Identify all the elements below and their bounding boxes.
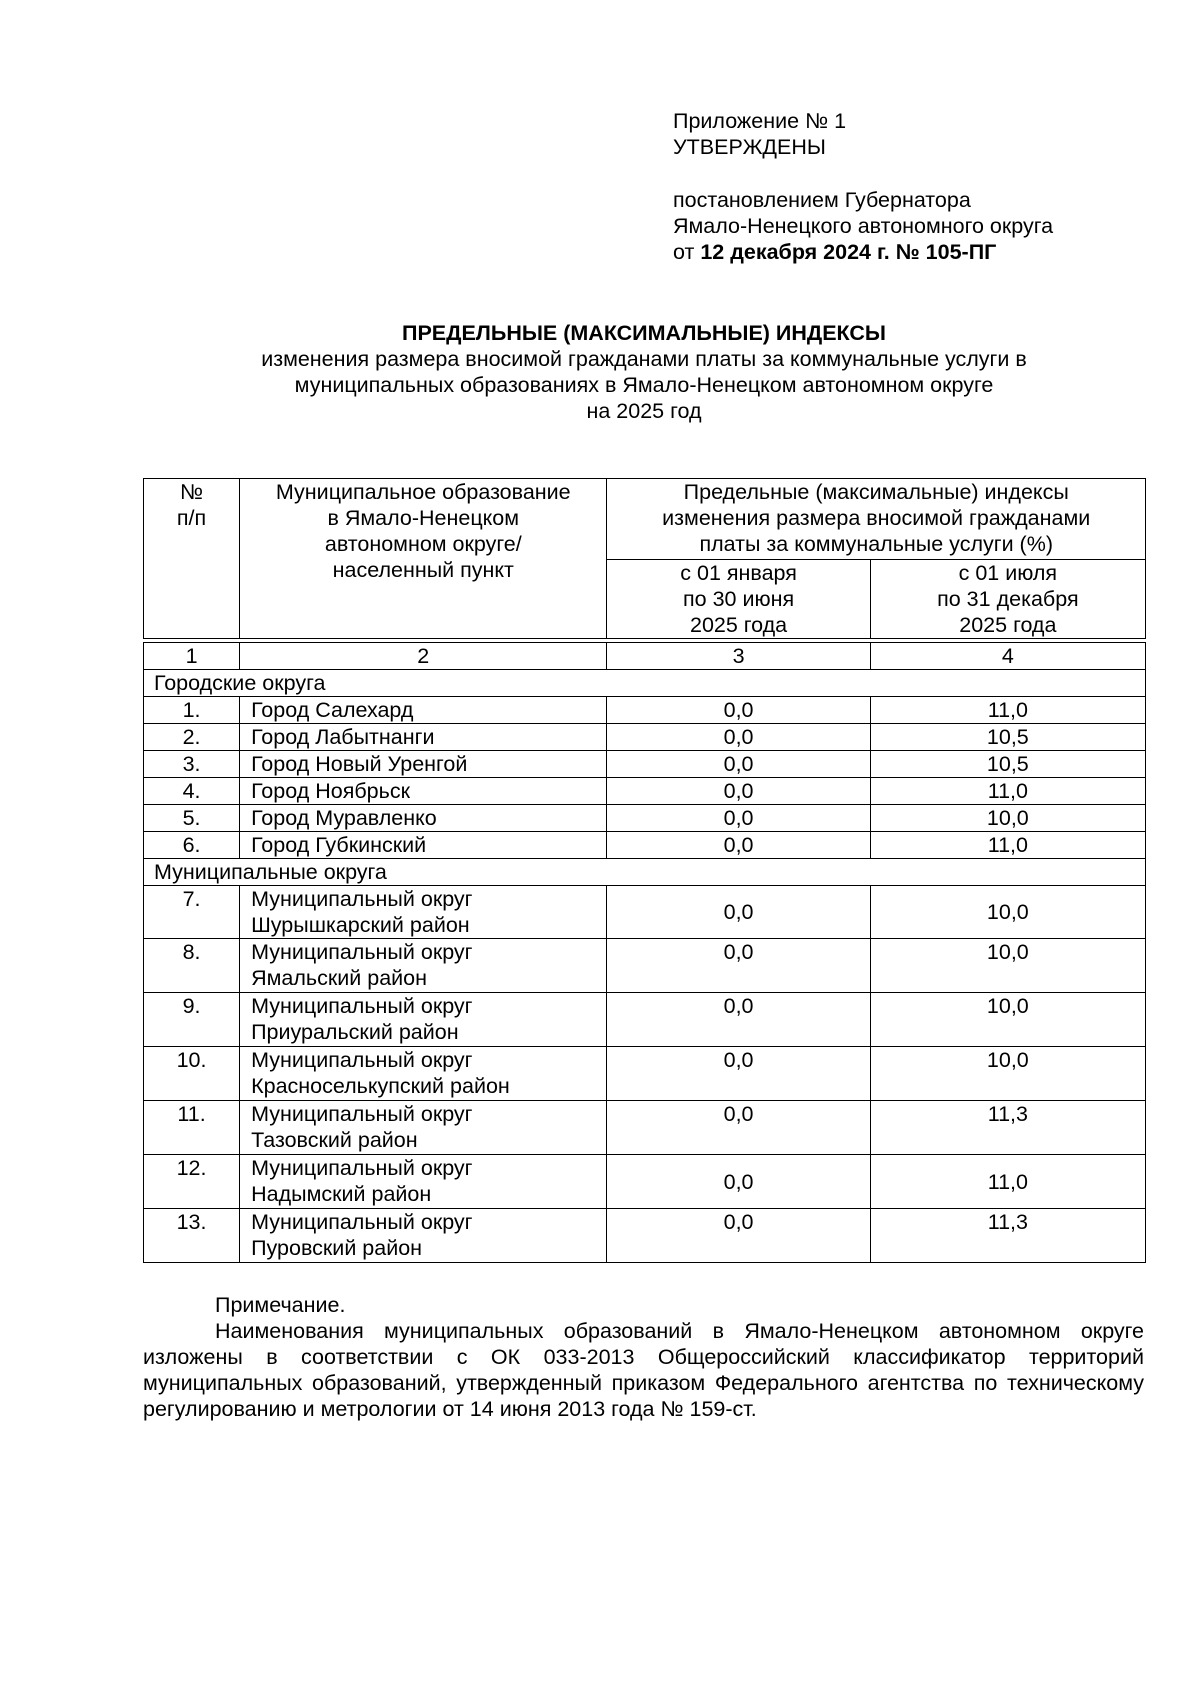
index-table-body <box>143 642 1146 1263</box>
index-first-half: 0,0 <box>607 697 870 724</box>
document-title: ПРЕДЕЛЬНЫЕ (МАКСИМАЛЬНЫЕ) ИНДЕКСЫ <box>402 321 886 345</box>
index-second-half: 11,3 <box>870 1209 1145 1263</box>
document-subtitle-line-2: муниципальных образованиях в Ямало-Ненецком автономном округе <box>294 373 994 397</box>
municipality-name-line: Тазовский район <box>251 1128 418 1152</box>
index-first-half: 0,0 <box>607 993 870 1047</box>
header-line: по 30 июня <box>683 587 795 611</box>
document-subtitle-line-3: на 2025 год <box>586 399 702 423</box>
header-cell-period-2 <box>870 560 1145 639</box>
table-row <box>144 724 1146 751</box>
row-number: 8. <box>144 939 240 993</box>
table-row <box>144 1155 1146 1209</box>
municipality-name: Город Муравленко <box>240 805 607 832</box>
approved-by-line-1: постановлением Губернатора <box>673 188 971 212</box>
table-row <box>144 1209 1146 1263</box>
header-line: с 01 июля <box>958 561 1058 585</box>
municipality-name-line: Муниципальный округ <box>251 1210 473 1234</box>
municipality-name-line: Ямальский район <box>251 966 428 990</box>
municipality-name-line: Пуровский район <box>251 1236 423 1260</box>
column-number-row <box>144 643 1146 670</box>
municipality-name <box>240 886 607 939</box>
municipality-name-line: Муниципальный округ <box>251 1156 473 1180</box>
municipality-name-line: Надымский район <box>251 1182 432 1206</box>
index-first-half: 0,0 <box>607 939 870 993</box>
group-row <box>144 670 1146 697</box>
table-row <box>144 832 1146 859</box>
municipality-name: Город Губкинский <box>240 832 607 859</box>
header-line: 2025 года <box>959 613 1057 637</box>
index-table-header <box>143 478 1146 639</box>
index-first-half: 0,0 <box>607 724 870 751</box>
municipality-name <box>240 1209 607 1263</box>
note-heading: Примечание. <box>215 1293 346 1317</box>
column-number: 2 <box>240 643 607 670</box>
column-number: 4 <box>870 643 1145 670</box>
index-first-half: 0,0 <box>607 1047 870 1101</box>
table-row <box>144 1047 1146 1101</box>
table-row <box>144 805 1146 832</box>
approved-label: УТВЕРЖДЕНЫ <box>673 135 826 159</box>
header-line: с 01 января <box>680 561 797 585</box>
index-first-half: 0,0 <box>607 1209 870 1263</box>
header-cell-number <box>144 479 240 639</box>
approved-by-line-2: Ямало-Ненецкого автономного округа <box>673 214 1054 238</box>
approval-date-line <box>673 239 1153 265</box>
municipality-name: Город Ноябрьск <box>240 778 607 805</box>
table-row <box>144 697 1146 724</box>
municipality-name <box>240 1155 607 1209</box>
municipality-name <box>240 1047 607 1101</box>
index-first-half: 0,0 <box>607 832 870 859</box>
appendix-label: Приложение № 1 <box>673 109 847 133</box>
column-number: 1 <box>144 643 240 670</box>
municipality-name <box>240 939 607 993</box>
index-first-half: 0,0 <box>607 886 870 939</box>
index-second-half: 11,3 <box>870 1101 1145 1155</box>
row-number: 12. <box>144 1155 240 1209</box>
approval-block <box>673 108 1153 265</box>
header-line: Предельные (максимальные) индексы <box>683 480 1069 504</box>
index-first-half: 0,0 <box>607 751 870 778</box>
note-block <box>143 1292 1144 1422</box>
header-line: № <box>180 480 204 504</box>
municipality-name-line: Красноселькупский район <box>251 1074 510 1098</box>
row-number: 11. <box>144 1101 240 1155</box>
table-row <box>144 778 1146 805</box>
municipality-name <box>240 993 607 1047</box>
municipality-name: Город Лабытнанги <box>240 724 607 751</box>
municipality-name: Город Салехард <box>240 697 607 724</box>
index-second-half: 11,0 <box>870 697 1145 724</box>
row-number: 3. <box>144 751 240 778</box>
header-line: изменения размера вносимой гражданами <box>662 506 1091 530</box>
index-second-half: 10,5 <box>870 724 1145 751</box>
row-number: 10. <box>144 1047 240 1101</box>
index-second-half: 11,0 <box>870 778 1145 805</box>
index-first-half: 0,0 <box>607 1101 870 1155</box>
table-row <box>144 886 1146 939</box>
document-title-block <box>143 320 1145 424</box>
header-line: Муниципальное образование <box>275 480 571 504</box>
municipality-name: Город Новый Уренгой <box>240 751 607 778</box>
municipality-name-line: Муниципальный округ <box>251 994 473 1018</box>
group-row <box>144 859 1146 886</box>
header-cell-period-1 <box>607 560 870 639</box>
approval-date-value: 12 декабря 2024 г. № 105-ПГ <box>700 240 997 264</box>
header-line: по 31 декабря <box>937 587 1079 611</box>
row-number: 2. <box>144 724 240 751</box>
index-second-half: 10,5 <box>870 751 1145 778</box>
header-line: 2025 года <box>689 613 788 637</box>
index-second-half: 10,0 <box>870 886 1145 939</box>
approval-date-prefix: от <box>673 240 695 264</box>
header-cell-indexes <box>607 479 1146 560</box>
row-number: 4. <box>144 778 240 805</box>
index-second-half: 10,0 <box>870 993 1145 1047</box>
header-line: автономном округе/ <box>324 532 522 556</box>
note-body: Наименования муниципальных образований в Ямало-Ненецком автономном округе изложены в соответствии с ОК 033-2013 Общероссийский классификатор территорий муниципальных образований, утвержденный приказом Федерального агентства по техническому регулированию и метрологии от 14 июня 2013 года № 159-ст. <box>143 1319 1144 1421</box>
index-second-half: 10,0 <box>870 805 1145 832</box>
index-second-half: 11,0 <box>870 1155 1145 1209</box>
index-first-half: 0,0 <box>607 778 870 805</box>
row-number: 13. <box>144 1209 240 1263</box>
municipality-name-line: Муниципальный округ <box>251 887 473 911</box>
municipality-name-line: Муниципальный округ <box>251 1102 473 1126</box>
row-number: 6. <box>144 832 240 859</box>
row-number: 1. <box>144 697 240 724</box>
municipality-name <box>240 1101 607 1155</box>
index-second-half: 11,0 <box>870 832 1145 859</box>
header-cell-municipality <box>240 479 607 639</box>
index-first-half: 0,0 <box>607 1155 870 1209</box>
municipality-name-line: Муниципальный округ <box>251 940 473 964</box>
municipality-name-line: Шурышкарский район <box>251 913 470 937</box>
table-row <box>144 751 1146 778</box>
row-number: 7. <box>144 886 240 939</box>
table-row <box>144 939 1146 993</box>
municipality-name-line: Муниципальный округ <box>251 1048 473 1072</box>
column-number: 3 <box>607 643 870 670</box>
header-line: в Ямало-Ненецком <box>327 506 520 530</box>
group-title: Городские округа <box>144 670 1146 697</box>
header-line: платы за коммунальные услуги (%) <box>699 532 1053 556</box>
document-subtitle-line-1: изменения размера вносимой гражданами платы за коммунальные услуги в <box>261 347 1027 371</box>
index-second-half: 10,0 <box>870 939 1145 993</box>
index-first-half: 0,0 <box>607 805 870 832</box>
table-row <box>144 993 1146 1047</box>
group-title: Муниципальные округа <box>144 859 1146 886</box>
header-line: населенный пункт <box>332 558 514 582</box>
municipality-name-line: Приуральский район <box>251 1020 459 1044</box>
header-line: п/п <box>176 506 207 530</box>
table-row <box>144 1101 1146 1155</box>
row-number: 9. <box>144 993 240 1047</box>
row-number: 5. <box>144 805 240 832</box>
index-second-half: 10,0 <box>870 1047 1145 1101</box>
